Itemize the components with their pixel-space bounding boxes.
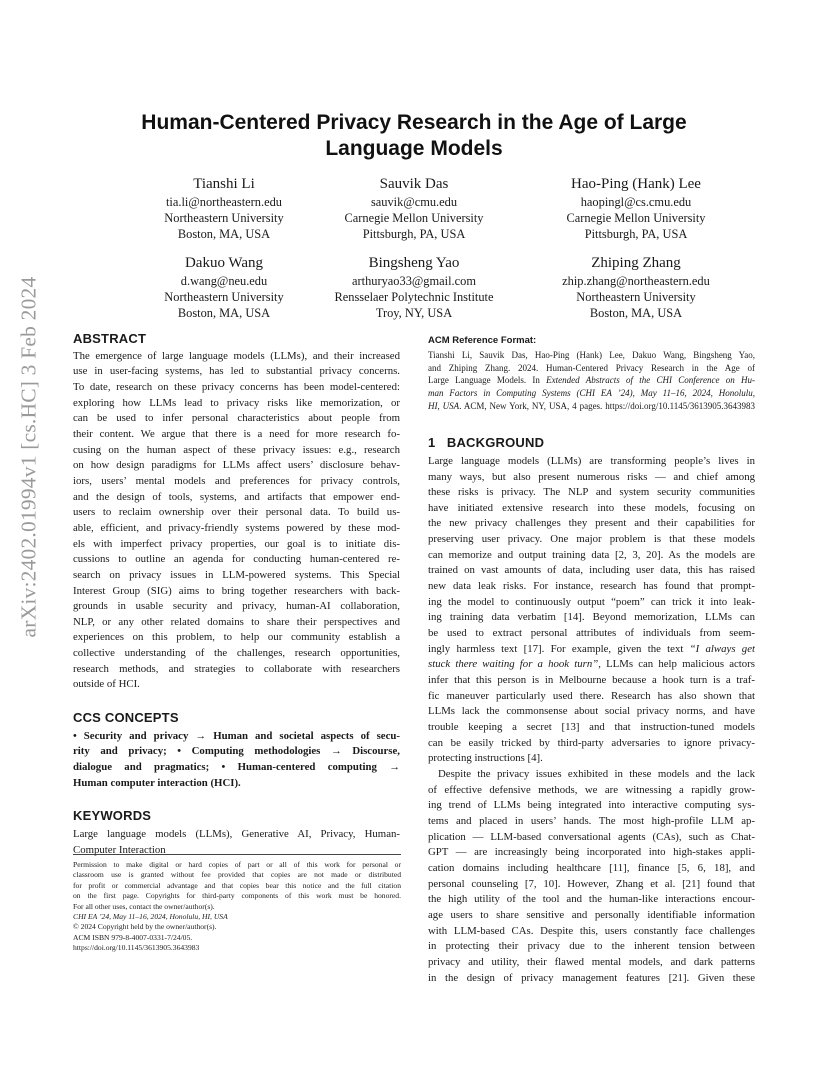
keyword-line: Computer Interaction: [73, 843, 166, 856]
abstract-line: Interest Group (SIG) aims to bring together researchers with back-: [73, 584, 400, 597]
author-email[interactable]: arthuryao33@gmail.com: [352, 274, 476, 288]
abstract-line: able, efficient, and privacy-friendly systems powered by these mod-: [73, 521, 400, 534]
footnote-line: classroom use is granted without fee provided that copies are not made or distributed: [73, 870, 401, 880]
author-location: Boston, MA, USA: [177, 227, 271, 241]
author-name: Tianshi Li: [193, 176, 255, 192]
paragraph-line: ing training data verbatim [14]. Beyond memorization, LLMs can: [428, 611, 755, 624]
ccs-heading: CCS CONCEPTS: [73, 710, 179, 726]
footnote-line: on the first page. Copyrights for third-party components of this work must be honored.: [73, 891, 401, 901]
abstract-line: on how design paradigms for LLMs affect users’ disclosure behav-: [73, 459, 400, 472]
abstract-line: experiences on this problem, to help our community establish a: [73, 631, 400, 644]
paragraph-line: trained on vast amounts of data, including user data, this has raised: [428, 564, 755, 577]
footnote-copyright: © 2024 Copyright held by the owner/author(s).: [73, 922, 217, 932]
abstract-line: iors, users’ mental models and preferences for privacy controls,: [73, 474, 400, 487]
ccs-line: dialogue and pragmatics; • Human-centered computing →: [73, 761, 400, 774]
paragraph-line: tems and placed in users’ hands. The most high-profile LLM ap-: [428, 814, 755, 827]
paragraph-line: privacy and utility, their flawed mental models, and dark patterns: [428, 955, 755, 968]
permission-footnote: [73, 860, 401, 954]
paragraph-line: LLMs lack the commonsense about social privacy norms, and have: [428, 705, 755, 718]
author-affiliation: Northeastern University: [576, 290, 696, 304]
paragraph-line: GPT — are increasingly being incorporated into high-stakes appli-: [428, 846, 755, 859]
abstract-line: search on privacy issues in LLM-powered systems. This Special: [73, 568, 400, 581]
paragraph-line: cation domains including healthcare [11], finance [5, 6, 18], and: [428, 861, 755, 874]
paragraph-line: plication — LLM-based conversational agents (CAs), such as Chat-: [428, 830, 755, 843]
author-card: [521, 175, 751, 242]
author-location: Boston, MA, USA: [177, 306, 271, 320]
footnote-doi[interactable]: https://doi.org/10.1145/3613905.3643983: [73, 943, 200, 953]
paragraph-line: many ways, but also present numerous risks — and chief among: [428, 470, 755, 483]
background-paragraph-2: [428, 767, 755, 986]
abstract-line: NLP, or any other related domains to share their perspectives and: [73, 615, 400, 628]
author-location: Boston, MA, USA: [589, 306, 683, 320]
paragraph-line: in protecting their privacy due to the inherent tension between: [428, 940, 755, 953]
footnote-rule: [73, 854, 401, 855]
abstract-line: The emergence of large language models (LLMs), and their increased: [73, 349, 400, 362]
author-affiliation: Carnegie Mellon University: [566, 211, 706, 225]
paragraph-line: ing the model to continuously output “poem” can trick it into leak-: [428, 595, 755, 608]
author-name: Dakuo Wang: [184, 255, 264, 271]
abstract-line: users to reclaim ownership over their personal data. To build us-: [73, 506, 400, 519]
author-email[interactable]: d.wang@neu.edu: [180, 274, 268, 288]
abstract-body: [73, 349, 400, 693]
ccs-line: Human computer interaction (HCI).: [73, 776, 241, 789]
author-email[interactable]: sauvik@cmu.edu: [370, 195, 458, 209]
author-name: Bingsheng Yao: [368, 255, 460, 271]
abstract-line: els with imperfect privacy properties, our goal is to initiate dis-: [73, 537, 400, 550]
paragraph-line: personal counseling [7, 10]. However, Zhang et al. [21] found that: [428, 877, 755, 890]
author-email[interactable]: haopingl@cs.cmu.edu: [580, 195, 692, 209]
abstract-line: can be used to infer personal characteristics about people from: [73, 412, 400, 425]
paragraph-line: infer that this person is in Melbourne because a hook turn is a traf-: [428, 674, 755, 687]
paragraph-line: be used to extract personal attributes of individuals from seem-: [428, 627, 755, 640]
ccs-body: [73, 729, 400, 792]
abstract-line: use in user-facing systems, has led to substantial privacy concerns.: [73, 365, 400, 378]
author-name: Sauvik Das: [379, 176, 449, 192]
footnote-line: For all other uses, contact the owner/author(s).: [73, 901, 215, 911]
footnote-line: for profit or commercial advantage and that copies bear this notice and the full citation: [73, 880, 401, 890]
paragraph-line: can be easily tricked by third-party adversaries to ignore privacy-: [428, 736, 755, 749]
keywords-heading: KEYWORDS: [73, 808, 152, 824]
footnote-isbn: ACM ISBN 979-8-4007-0331-7/24/05.: [73, 932, 193, 942]
paragraph-line: with LLM-based CAs. Despite this, users constantly face challenges: [428, 924, 755, 937]
left-column: [73, 331, 400, 858]
author-affiliation: Northeastern University: [164, 290, 284, 304]
paragraph-line: Large language models (LLMs) are transforming people’s lives in: [428, 454, 755, 467]
paragraph-line: age users to share sensitive and personally identifiable information: [428, 908, 755, 921]
ccs-line: • Security and privacy → Human and societal aspects of secu-: [73, 729, 400, 742]
abstract-line: and the design of tools, systems, and artifacts that empower end-: [73, 490, 400, 503]
paper-title: Human-Centered Privacy Research in the Age of Large Language Models: [141, 111, 687, 160]
ccs-line: rity and privacy; • Computing methodologies → Discourse,: [73, 745, 400, 758]
author-card: [521, 254, 751, 321]
author-name: Hao-Ping (Hank) Lee: [571, 176, 701, 192]
abstract-line: To date, research on these privacy concerns has been model-centered:: [73, 380, 400, 393]
paragraph-line: trouble keeping a secret [13] and that instruction-tuned models: [428, 721, 755, 733]
abstract-line: grounds in usable security and privacy, human-AI collaboration,: [73, 600, 400, 613]
author-affiliation: Rensselaer Polytechnic Institute: [334, 290, 494, 304]
abstract-line: exploring how LLMs lead to privacy risks like memorization, or: [73, 396, 400, 409]
author-card: [299, 254, 529, 321]
paragraph-line: the high utility of the tool and the human-like interactions encour-: [428, 893, 755, 906]
paragraph-line: can memorize and output training data [2, 3, 20]. As the models are: [428, 548, 755, 561]
paragraph-line: preserving user privacy. One major problem is that these models: [428, 533, 755, 546]
author-location: Pittsburgh, PA, USA: [584, 227, 688, 241]
paragraph-line: ing trend of LLMs being integrated into interactive computing sys-: [428, 799, 755, 812]
background-paragraph-1: Large language models (LLMs) are transforming people’s lives in many ways, but also present numerous risks — and chief among these risks is privacy. The NLP and system security communities have initiated extensive research into these models, focusing on the new privacy challenges they present and their capabilities for preserving user privacy. One major problem is that these models can memorize and output training data [2, 3, 20]. As the models are trained on vast amounts of data, including user data, this has raised new data leak risks. For instance, research has found that prompt- ing the model to continuously output “poem” can trick it into leak- ing training data verbatim [14]. Beyond memorization, LLMs can be used to extract personal attributes of individuals from seem- ingly harmless text [17]. For example, given the text “I always get stuck there waiting for a hook turn”, LLMs can help malicious actors infer that this person is in Melbourne because a hook turn is a traf- fic maneuver particularly used there. Research has also shown that LLMs lack the commonsense about social privacy norms, and have trouble keeping a secret [13] and that instruction-tuned models can be easily tricked by third-party adversaries to ignore privacy- protecting instructions [4].: [428, 454, 755, 767]
abstract-line: their content. We argue that there is a need for more research fo-: [73, 427, 400, 440]
paragraph-line: of effective defensive methods, we are witnessing a rapidly grow-: [428, 783, 755, 796]
author-card: [299, 175, 529, 242]
abstract-line: cusing on the human aspect of these privacy issues: e.g., research: [73, 443, 400, 456]
paragraph-line: have initiated extensive research into these models, focusing on: [428, 501, 755, 514]
abstract-line: research methods, and strategies to collaborate with researchers: [73, 662, 400, 675]
footnote-line: Permission to make digital or hard copies of part or all of this work for personal or: [73, 860, 401, 869]
abstract-line: outside of HCI.: [73, 678, 140, 691]
author-location: Pittsburgh, PA, USA: [362, 227, 466, 241]
abstract-heading: ABSTRACT: [73, 331, 147, 346]
paragraph-line: new data leak risks. For instance, research has found that prompt-: [428, 580, 755, 593]
paragraph-line: protecting instructions [4].: [428, 752, 543, 765]
footnote-venue: CHI EA ’24, May 11–16, 2024, Honolulu, HI, USA: [73, 912, 228, 922]
author-location: Troy, NY, USA: [375, 306, 453, 320]
arxiv-identifier: arXiv:2402.01994v1 [cs.HC] 3 Feb 2024: [16, 276, 41, 638]
abstract-line: collective understanding of the challenges, research opportunities,: [73, 647, 400, 660]
right-column: [428, 333, 755, 986]
author-email[interactable]: tia.li@northeastern.edu: [165, 195, 282, 209]
paragraph-line: these risks is privacy. The NLP and system security communities: [428, 486, 755, 499]
paragraph-line: fic maneuver particularly used there. Research has also shown that: [428, 689, 755, 702]
author-affiliation: Carnegie Mellon University: [344, 211, 484, 225]
reference-format-heading: ACM Reference Format:: [428, 335, 537, 346]
author-name: Zhiping Zhang: [591, 255, 681, 271]
paragraph-line: the new privacy challenges they present and their capabilities for: [428, 517, 755, 530]
background-heading: 1 BACKGROUND: [428, 435, 545, 451]
paragraph-line: in the design of privacy management features [21]. Given these: [428, 971, 755, 984]
paragraph-line: Despite the privacy issues exhibited in these models and the lack: [438, 767, 755, 780]
author-email[interactable]: zhip.zhang@northeastern.edu: [562, 274, 710, 288]
keyword-line: Large language models (LLMs), Generative AI, Privacy, Human-: [73, 828, 400, 841]
author-affiliation: Northeastern University: [164, 211, 284, 225]
reference-format-body: Tianshi Li, Sauvik Das, Hao-Ping (Hank) Lee, Dakuo Wang, Bingsheng Yao, and Zhiping Zhang. 2024. Human-Centered Privacy Research in the Age of Large Language Models. In Extended Abstracts of the CHI Conference on Hu- man Factors in Computing Systems (CHI EA ’24), May 11–16, 2024, Honolulu, HI, USA. ACM, New York, NY, USA, 4 pages. https://doi.org/10.1145/3613905.3643983: [428, 349, 755, 412]
abstract-line: cussions to outline an agenda for conducting human-centered re-: [73, 553, 400, 566]
